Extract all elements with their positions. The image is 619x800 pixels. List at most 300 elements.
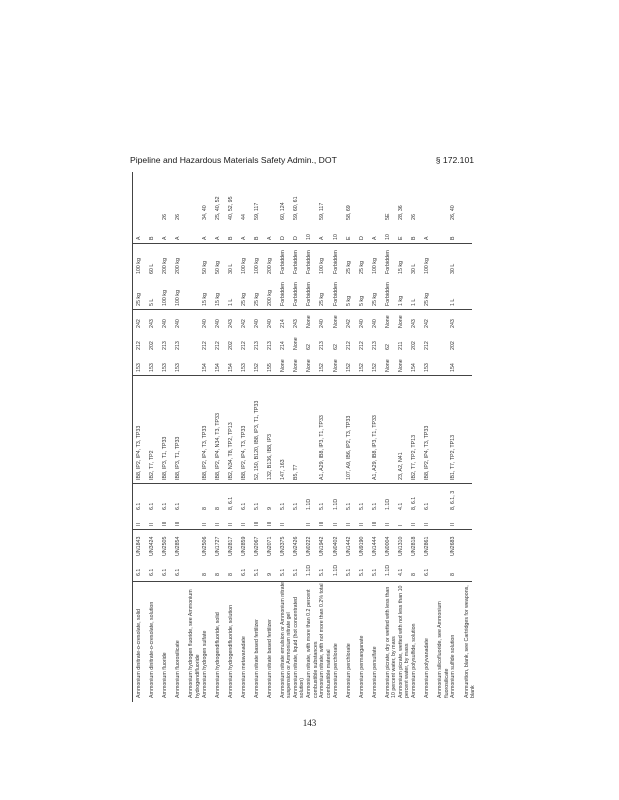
cell-pax: Forbidden <box>332 282 339 306</box>
cell-exc: 152 <box>319 363 326 372</box>
cell-id: UN9190 <box>358 536 365 556</box>
cell-bulk: 243 <box>149 319 156 328</box>
cell-desc: Ammonium picrate, dry or wetted with less than 10 percent water, by mass <box>384 586 398 698</box>
cell-nonbulk: 202 <box>149 341 156 350</box>
cell-special: IB8, IP3, T1, TP33 <box>162 436 169 480</box>
cell-label: 6.1 <box>162 502 169 510</box>
table-row <box>241 172 254 702</box>
cell-desc: Ammonium metavanadate <box>240 636 247 698</box>
cell-id: UN2426 <box>293 536 300 556</box>
cell-other: 26 <box>411 214 418 220</box>
cell-cargo: 100 kg <box>371 258 378 274</box>
cell-desc: Ammonium hydrogen sulfate <box>201 630 208 698</box>
table-row <box>424 172 437 702</box>
cell-cargo: 200 kg <box>267 258 273 274</box>
cell-exc: 153 <box>136 363 142 372</box>
cell-id: UN0402 <box>332 536 339 556</box>
cell-id: UN2818 <box>411 536 418 556</box>
cell-bulk: 240 <box>214 319 221 328</box>
cell-label: 6.1 <box>424 502 431 510</box>
cell-cargo: 60 L <box>149 263 156 274</box>
cell-special: IB8, IP2, IP4, N34, T3, TP33 <box>214 413 221 480</box>
cell-id: UN1442 <box>345 536 352 556</box>
cell-exc: 152 <box>345 363 352 372</box>
cell-other: 26 <box>162 214 169 220</box>
cell-desc: Ammonium perchlorate <box>332 643 339 698</box>
cell-other: 26, 40 <box>450 205 457 220</box>
cell-cargo: Forbidden <box>306 250 313 274</box>
cell-pax: Forbidden <box>306 282 313 306</box>
cell-pg: III <box>371 521 378 526</box>
column-rule <box>132 483 472 484</box>
cell-label: 5.1 <box>319 502 326 510</box>
cell-nonbulk: 62 <box>306 344 313 350</box>
cell-nonbulk: 213 <box>253 341 260 350</box>
cell-pax: 25 kg <box>371 293 378 306</box>
cell-desc: Ammonium nitrate emulsion or Ammonium nitrate suspension or Ammonium nitrate gel <box>280 582 293 698</box>
cell-id: UN2861 <box>424 536 431 556</box>
cell-exc: 153 <box>240 363 247 372</box>
cell-cls: 6.1 <box>424 568 431 576</box>
cell-special: IB8, IP2, IP4, T3, TP33 <box>424 425 431 480</box>
cell-cargo: Forbidden <box>384 250 391 274</box>
cell-bulk: 240 <box>162 319 169 328</box>
cell-vessel: B <box>411 236 418 240</box>
cell-label: 5.1 <box>253 502 260 510</box>
cell-special: 23, A2, N41 <box>398 452 404 480</box>
cell-bulk: None <box>384 315 391 328</box>
cell-other: 28, 36 <box>398 205 404 220</box>
cell-desc: Ammonium persulfate <box>371 646 378 698</box>
cell-vessel: A <box>319 236 326 240</box>
cell-label: 6.1 <box>240 502 247 510</box>
table-row <box>202 172 215 702</box>
cell-special: 147, 163 <box>280 459 287 480</box>
cell-cargo: 15 kg <box>398 261 404 274</box>
cell-exc: None <box>398 359 404 372</box>
cell-vessel: A <box>214 236 221 240</box>
cell-vessel: A <box>201 236 208 240</box>
cell-cls: 8 <box>214 573 221 576</box>
cell-vessel: B <box>450 236 457 240</box>
cell-vessel: A <box>240 236 247 240</box>
cell-cls: 4.1 <box>398 568 404 576</box>
cell-pax: Forbidden <box>293 282 300 306</box>
cell-nonbulk: 211 <box>398 341 404 350</box>
section-number: § 172.101 <box>435 155 474 165</box>
cell-nonbulk: 213 <box>175 341 182 350</box>
cell-cargo: 50 kg <box>201 261 208 274</box>
cell-cargo: 25 kg <box>358 261 365 274</box>
cell-nonbulk: 213 <box>162 341 169 350</box>
cell-pax: Forbidden <box>280 282 287 306</box>
cell-pg: II <box>384 523 391 526</box>
cell-vessel: B <box>149 236 156 240</box>
table-row <box>188 172 201 702</box>
cell-desc: Ammonium nitrate, with more than 0.2 percent combustible substances <box>306 589 319 698</box>
cell-exc: 154 <box>450 363 457 372</box>
cell-pax: Forbidden <box>384 282 391 306</box>
cell-id: UN1942 <box>319 536 326 556</box>
cell-label: 6.1 <box>175 502 182 510</box>
cell-pax: 1 L <box>411 298 418 306</box>
cell-desc: Ammonium hydrogen fluoride, see Ammonium hydrogendifluoride <box>188 589 201 698</box>
cell-cargo: 50 kg <box>214 261 221 274</box>
cell-pax: 100 kg <box>162 290 169 306</box>
cell-bulk: 242 <box>240 319 247 328</box>
cell-pax: 15 kg <box>201 293 208 306</box>
cell-bulk: 240 <box>319 319 326 328</box>
cell-nonbulk: None <box>293 337 300 350</box>
cell-label: 1.1D <box>332 498 339 510</box>
cell-special: A1, A29, IB8, IP3, T1, TP33 <box>319 415 326 480</box>
cell-cargo: 100 kg <box>136 258 142 274</box>
table-row <box>228 172 241 702</box>
cell-vessel: A <box>424 236 431 240</box>
cell-pg: I <box>398 524 404 526</box>
cell-pg: III <box>267 521 273 526</box>
cell-cls: 8 <box>227 573 234 576</box>
cell-id: UN2817 <box>227 536 234 556</box>
cell-vessel: D <box>280 236 287 240</box>
cell-bulk: 242 <box>136 319 142 328</box>
cell-cargo: 25 kg <box>345 261 352 274</box>
cell-other: 59, 117 <box>319 202 326 220</box>
cell-nonbulk: 212 <box>345 341 352 350</box>
cell-pg: III <box>175 521 182 526</box>
cell-pg: II <box>306 523 313 526</box>
cell-label: 9 <box>267 507 273 510</box>
cell-bulk: 242 <box>345 319 352 328</box>
cell-vessel: D <box>293 236 300 240</box>
cell-exc: None <box>384 359 391 372</box>
cell-bulk: None <box>398 315 404 328</box>
cell-special: IB8, IP2, IP4, T3, TP33 <box>201 425 208 480</box>
cell-special: IB2, T7, TP2, TP13 <box>411 434 418 480</box>
cell-desc: Ammonium hydrogendifluoride, solution <box>227 604 234 698</box>
table-row <box>333 172 346 702</box>
cell-cargo: 30 L <box>450 263 457 274</box>
cell-bulk: None <box>332 315 339 328</box>
cell-bulk: 240 <box>371 319 378 328</box>
cell-other: 59, 60, 61 <box>293 196 300 220</box>
cell-exc: 153 <box>149 363 156 372</box>
cell-bulk: 240 <box>201 319 208 328</box>
table-row <box>319 172 332 702</box>
cell-bulk: 240 <box>253 319 260 328</box>
cell-special: IB2, N34, T8, TP2, TP13 <box>227 422 234 480</box>
cell-vessel: 10 <box>332 234 339 240</box>
cell-pax: 5 kg <box>358 295 365 306</box>
table-row <box>346 172 359 702</box>
cell-id: UN2506 <box>201 536 208 556</box>
cell-special: 107, A9, IB6, IP2, T3, TP33 <box>345 415 352 480</box>
hazmat-table <box>130 172 474 702</box>
cell-vessel: A <box>371 236 378 240</box>
cell-bulk: None <box>306 315 313 328</box>
cell-label: 8 <box>201 507 208 510</box>
cell-cls: 5.1 <box>371 568 378 576</box>
table-row <box>437 172 450 702</box>
cell-label: 8 <box>214 507 221 510</box>
cell-pg: II <box>450 523 457 526</box>
cell-exc: None <box>280 359 287 372</box>
cell-desc: Ammonium hydrogendifluoride, solid <box>214 612 221 698</box>
cell-cargo: 100 kg <box>424 258 431 274</box>
cell-nonbulk: 212 <box>358 341 365 350</box>
cell-pg: II <box>214 523 221 526</box>
cell-label: 1.1D <box>384 498 391 510</box>
cell-vessel: D <box>358 236 365 240</box>
page-number: 143 <box>302 718 317 728</box>
cell-desc: Ammonium nitrate, liquid (hot concentrated solution) <box>293 597 306 698</box>
cell-other: 26 <box>175 214 182 220</box>
cell-cargo: Forbidden <box>280 250 287 274</box>
cell-desc: Ammonium sulfide solution <box>450 634 457 698</box>
cell-special: IB2, T7, TP2 <box>149 450 156 480</box>
cell-other: 25, 40, 52 <box>214 196 221 220</box>
cell-pg: II <box>201 523 208 526</box>
cell-desc: Ammonium silicofluoride, see Ammonium fluorosilicate <box>437 601 450 698</box>
cell-nonbulk: 62 <box>384 344 391 350</box>
cell-desc: Ammonium nitrate based fertilizer <box>253 619 260 698</box>
cell-cls: 5.1 <box>319 568 326 576</box>
rotated-table-area <box>130 172 474 702</box>
table-row <box>398 172 411 702</box>
cell-exc: 155 <box>267 363 273 372</box>
table-row <box>464 172 477 702</box>
cell-vessel: A <box>136 236 142 240</box>
cell-bulk: 214 <box>280 319 287 328</box>
cell-exc: None <box>332 359 339 372</box>
table-row <box>175 172 188 702</box>
cell-pg: II <box>227 523 234 526</box>
cell-label: 5.1 <box>358 502 365 510</box>
cell-special: IB8, IP2, IP4, T3, TP33 <box>240 425 247 480</box>
cell-cargo: Forbidden <box>293 250 300 274</box>
cell-pax: 200 kg <box>267 290 273 306</box>
cell-cls: 5.1 <box>293 568 300 576</box>
cell-cls: 8 <box>411 573 418 576</box>
cell-label: 8, 6.1 <box>227 496 234 510</box>
cell-cargo: 100 kg <box>240 258 247 274</box>
table-row <box>306 172 319 702</box>
cell-vessel: A <box>175 236 182 240</box>
cell-nonbulk: 202 <box>450 341 457 350</box>
cell-cls: 5.1 <box>253 568 260 576</box>
cell-desc: Ammonium dinitrate-o-cresolate, solution <box>149 601 156 698</box>
cell-special: A1, A29, IB8, IP3, T1, TP33 <box>371 415 378 480</box>
cell-pg: II <box>240 523 247 526</box>
cell-nonbulk: 213 <box>267 341 273 350</box>
cell-desc: Ammonium permanganate <box>358 635 365 698</box>
column-rule <box>132 309 472 310</box>
cell-bulk: 240 <box>175 319 182 328</box>
cell-cls: 5.1 <box>358 568 365 576</box>
cell-desc: Ammonium polyvanadate <box>424 638 431 698</box>
cell-id: UN0004 <box>384 536 391 556</box>
table-row <box>215 172 228 702</box>
cell-exc: 153 <box>175 363 182 372</box>
cell-cargo: 100 kg <box>319 258 326 274</box>
cell-nonbulk: 213 <box>371 341 378 350</box>
cell-cls: 8 <box>450 573 457 576</box>
cell-id: UN1310 <box>398 536 404 556</box>
cell-pg: II <box>358 523 365 526</box>
cell-other: 34, 40 <box>201 205 208 220</box>
cell-desc: Ammonium nitrate, with not more than 0.2% total combustible material <box>319 583 332 698</box>
cell-id: UN1843 <box>136 536 142 556</box>
cell-id: UN2854 <box>175 536 182 556</box>
cell-desc: Ammonium dinitrate-o-cresolate, solid <box>136 609 142 698</box>
cell-id: UN2859 <box>240 536 247 556</box>
cell-vessel: 10 <box>384 234 391 240</box>
cell-cargo: 200 kg <box>175 258 182 274</box>
cell-id: UN3375 <box>280 536 287 556</box>
cell-id: UN1727 <box>214 536 221 556</box>
table-row <box>385 172 398 702</box>
cell-pax: 5 L <box>149 298 156 306</box>
cell-cls: 8 <box>201 573 208 576</box>
cell-cargo: 100 kg <box>253 258 260 274</box>
cell-cls: 9 <box>267 573 273 576</box>
cell-nonbulk: 213 <box>319 341 326 350</box>
cell-id: UN2071 <box>267 536 273 556</box>
cell-label: 8, 6.1 <box>411 496 418 510</box>
cell-nonbulk: 212 <box>240 341 247 350</box>
cell-exc: 154 <box>411 363 418 372</box>
cell-exc: None <box>293 359 300 372</box>
cell-bulk: 243 <box>411 319 418 328</box>
cell-pax: 1 L <box>227 298 234 306</box>
cell-pax: 1 L <box>450 298 457 306</box>
cell-bulk: 240 <box>358 319 365 328</box>
cell-pg: II <box>411 523 418 526</box>
cell-bulk: 242 <box>424 319 431 328</box>
table-row <box>267 172 280 702</box>
cell-desc: Ammonium nitrate based fertilizer <box>267 619 273 698</box>
cell-other: 60, 124 <box>280 202 287 220</box>
table-row <box>450 172 463 702</box>
cell-cls: 5.1 <box>280 568 287 576</box>
cell-pax: 15 kg <box>214 293 221 306</box>
table-row <box>149 172 162 702</box>
cell-bulk: 243 <box>227 319 234 328</box>
cell-pax: 25 kg <box>136 293 142 306</box>
cell-id: UN2067 <box>253 536 260 556</box>
table-row <box>372 172 385 702</box>
cell-pg: II <box>149 523 156 526</box>
cell-exc: 153 <box>424 363 431 372</box>
table-row <box>254 172 267 702</box>
cell-label: 6.1 <box>149 502 156 510</box>
cell-vessel: B <box>227 236 234 240</box>
cell-desc: Ammonium polysulfide, solution <box>411 623 418 698</box>
cell-label: 5.1 <box>280 502 287 510</box>
cell-exc: 152 <box>371 363 378 372</box>
cell-special: 132, B136, IB8, IP3 <box>267 434 273 480</box>
table-row <box>411 172 424 702</box>
cell-special: B5, T7 <box>293 464 300 480</box>
cell-vessel: E <box>345 236 352 240</box>
cell-vessel: B <box>253 236 260 240</box>
cell-cargo: 200 kg <box>162 258 169 274</box>
cell-label: 1.1D <box>306 498 313 510</box>
cell-exc: 152 <box>253 363 260 372</box>
cell-vessel: E <box>398 236 404 240</box>
column-rule <box>132 243 472 244</box>
cell-label: 5.1 <box>293 502 300 510</box>
cell-pax: 1 kg <box>398 295 404 306</box>
cell-pg: II <box>136 523 142 526</box>
cell-label: 6.1 <box>136 502 142 510</box>
cell-label: 5.1 <box>371 502 378 510</box>
cell-pg: III <box>162 521 169 526</box>
cell-desc: Ammonium picrate, wetted with not less than 10 percent water, by mass <box>398 585 411 698</box>
cell-special: 52, 150, B120, IB8, IP3, T1, TP33 <box>253 400 260 480</box>
cell-nonbulk: 214 <box>280 341 287 350</box>
table-row <box>359 172 372 702</box>
cell-other: 5E <box>384 213 391 220</box>
running-title: Pipeline and Hazardous Materials Safety Admin., DOT <box>130 155 337 165</box>
column-rule <box>132 581 472 582</box>
cell-cls: 6.1 <box>149 568 156 576</box>
cell-nonbulk: 212 <box>201 341 208 350</box>
cell-vessel: 10 <box>306 234 313 240</box>
table-top-rule <box>132 172 133 702</box>
cell-special: IB8, IP3, T1, TP33 <box>175 436 182 480</box>
cell-cls: 5.1 <box>345 568 352 576</box>
cell-cargo: 30 L <box>411 263 418 274</box>
cell-id: UN2683 <box>450 536 457 556</box>
table-row <box>293 172 306 702</box>
cell-cls: 1.1D <box>306 564 313 576</box>
cell-pg: II <box>345 523 352 526</box>
cell-pax: 100 kg <box>175 290 182 306</box>
cell-cls: 6.1 <box>175 568 182 576</box>
cell-vessel: A <box>162 236 169 240</box>
cell-pax: 25 kg <box>253 293 260 306</box>
cell-desc: Ammonium perchlorate <box>345 643 352 698</box>
cell-id: UN3424 <box>149 536 156 556</box>
cell-desc: Ammonium fluorosilicate <box>175 640 182 698</box>
table-row <box>162 172 175 702</box>
cell-special: IB8, IP2, IP4, T3, TP33 <box>136 425 142 480</box>
cell-special: IB1, T7, TP2, TP13 <box>450 434 457 480</box>
cell-nonbulk: 202 <box>411 341 418 350</box>
cell-exc: 154 <box>201 363 208 372</box>
cell-nonbulk: 212 <box>424 341 431 350</box>
cell-desc: Ammunition, blank, see Cartridges for weapons, blank <box>463 585 476 698</box>
cell-exc: 154 <box>227 363 234 372</box>
cell-exc: 152 <box>358 363 365 372</box>
page-header <box>130 155 474 169</box>
cell-label: 8, 6.1, 3 <box>450 490 457 510</box>
cell-pax: 25 kg <box>240 293 247 306</box>
cell-cls: 1.1D <box>384 564 391 576</box>
cell-nonbulk: 212 <box>214 341 221 350</box>
cell-vessel: A <box>267 236 273 240</box>
cell-exc: None <box>306 359 313 372</box>
cell-label: 4.1 <box>398 502 404 510</box>
cell-id: UN2505 <box>162 536 169 556</box>
cell-pax: 25 kg <box>424 293 431 306</box>
cell-other: 40, 52, 95 <box>227 196 234 220</box>
cell-cargo: 30 L <box>227 263 234 274</box>
cell-other: 59, 117 <box>253 202 260 220</box>
cell-nonbulk: 212 <box>136 341 142 350</box>
cell-other: 58, 69 <box>345 205 352 220</box>
